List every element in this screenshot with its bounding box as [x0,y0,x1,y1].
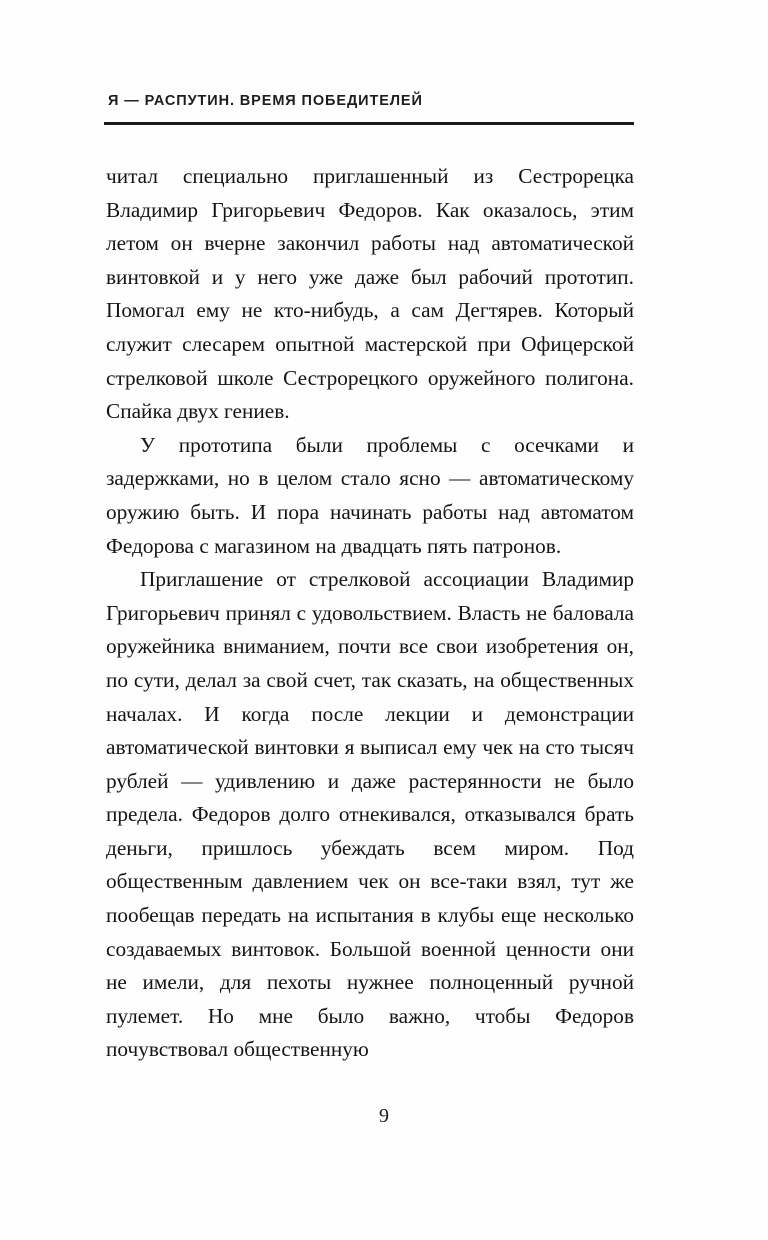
page-number: 9 [379,1105,389,1127]
paragraph: Приглашение от стрелковой ассоциации Владимир Григорьевич принял с удовольствием. Власть не баловала оружейника вниманием, почти все свои изобретения он, по сути, делал за свой счет, так сказать, на общественных началах. И когда после лекции и демонстрации автоматической винтовки я выписал ему чек на сто тысяч рублей — удивлению и даже растерянности не было предела. Федоров долго отнекивался, отказывался брать деньги, пришлось убеждать всем миром. Под общественным давлением чек он все-таки взял, тут же пообещав передать на испытания в клубы еще несколько создаваемых винтовок. Большой военной ценности они не имели, для пехоты нужнее полноценный ручной пулемет. Но мне было важно, чтобы Федоров почувствовал общественную [106,567,634,1062]
paragraph: У прототипа были проблемы с осечками и задержками, но в целом стало ясно — автоматическому оружию быть. И пора начинать работы над автоматом Федорова с магазином на двадцать пять патронов. [106,432,634,558]
paragraph: читал специально приглашенный из Сестрорецка Владимир Григорьевич Федоров. Как оказалось, этим летом он вчерне закончил работы над автоматической винтовкой и у него уже даже был рабочий прототип. Помогал ему не кто-нибудь, а сам Дегтярев. Который служит слесарем опытной мастерской при Офицерской стрелковой школе Сестрорецкого оружейного полигона. Спайка двух гениев. [106,164,634,424]
header-rule-divider [104,122,634,125]
running-head: Я — РАСПУТИН. ВРЕМЯ ПОБЕДИТЕЛЕЙ [108,93,423,109]
page-body-text [106,160,634,1067]
